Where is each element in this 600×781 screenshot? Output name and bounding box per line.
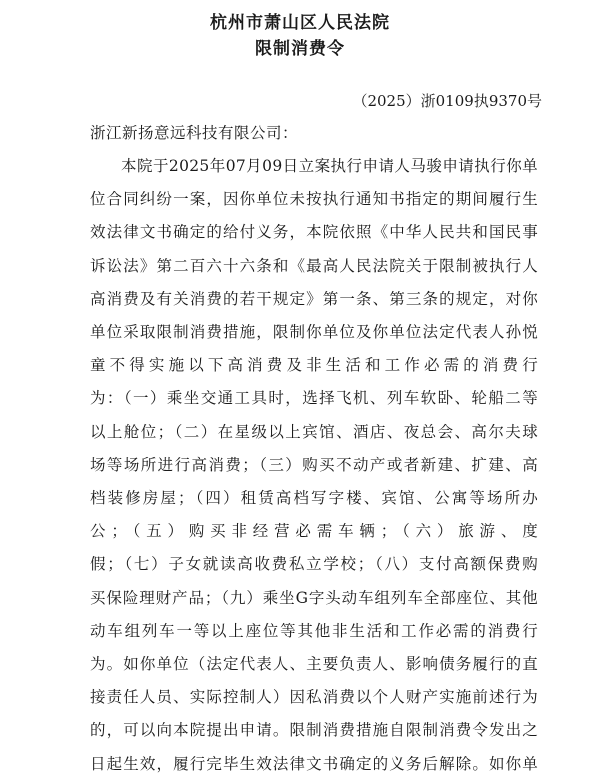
body-line: 日起生效，履行完毕生效法律文书确定的义务后解除。如你单: [90, 754, 538, 773]
body-line: 为：（一）乘坐交通工具时，选择飞机、列车软卧、轮船二等: [90, 389, 538, 408]
body-line: 效法律文书确定的给付义务，本院依照《中华人民共和国民事: [90, 223, 538, 242]
body-line: 高消费及有关消费的若干规定》第一条、第三条的规定，对你: [90, 289, 538, 308]
case-number: （2025）浙0109执9370号: [352, 92, 542, 110]
body-line: 为。如你单位（法定代表人、主要负责人、影响债务履行的直: [90, 655, 538, 674]
body-line: 公；（五）购买非经营必需车辆；（六）旅游、度: [90, 522, 538, 541]
body-line: 接责任人员、实际控制人）因私消费以个人财产实施前述行为: [90, 688, 538, 707]
body-line: 以上舱位；（二）在星级以上宾馆、酒店、夜总会、高尔夫球: [90, 422, 538, 441]
order-body: [90, 150, 538, 781]
body-line: 档装修房屋；（四）租赁高档写字楼、宾馆、公寓等场所办: [90, 489, 538, 508]
body-line: 位合同纠纷一案，因你单位未按执行通知书指定的期间履行生: [90, 190, 538, 209]
body-line: 诉讼法》第二百六十六条和《最高人民法院关于限制被执行人: [90, 256, 538, 275]
body-line: 单位采取限制消费措施，限制你单位及你单位法定代表人孙悦: [90, 323, 538, 342]
body-line: 动车组列车一等以上座位等其他非生活和工作必需的消费行: [90, 621, 538, 640]
body-line: 假；（七）子女就读高收费私立学校；（八）支付高额保费购: [90, 555, 538, 574]
body-line: 童不得实施以下高消费及非生活和工作必需的消费行: [90, 356, 538, 375]
body-line: 本院于2025年07月09日立案执行申请人马骏申请执行你单: [121, 157, 538, 175]
addressee: 浙江新扬意远科技有限公司：: [90, 124, 299, 142]
document-title: 限制消费令: [255, 39, 345, 59]
body-line: 买保险理财产品；（九）乘坐G字头动车组列车全部座位、其他: [90, 588, 538, 607]
court-name: 杭州市萧山区人民法院: [210, 13, 390, 33]
body-line: 场等场所进行高消费；（三）购买不动产或者新建、扩建、高: [90, 455, 538, 474]
body-line: 的，可以向本院提出申请。限制消费措施自限制消费令发出之: [90, 721, 538, 740]
